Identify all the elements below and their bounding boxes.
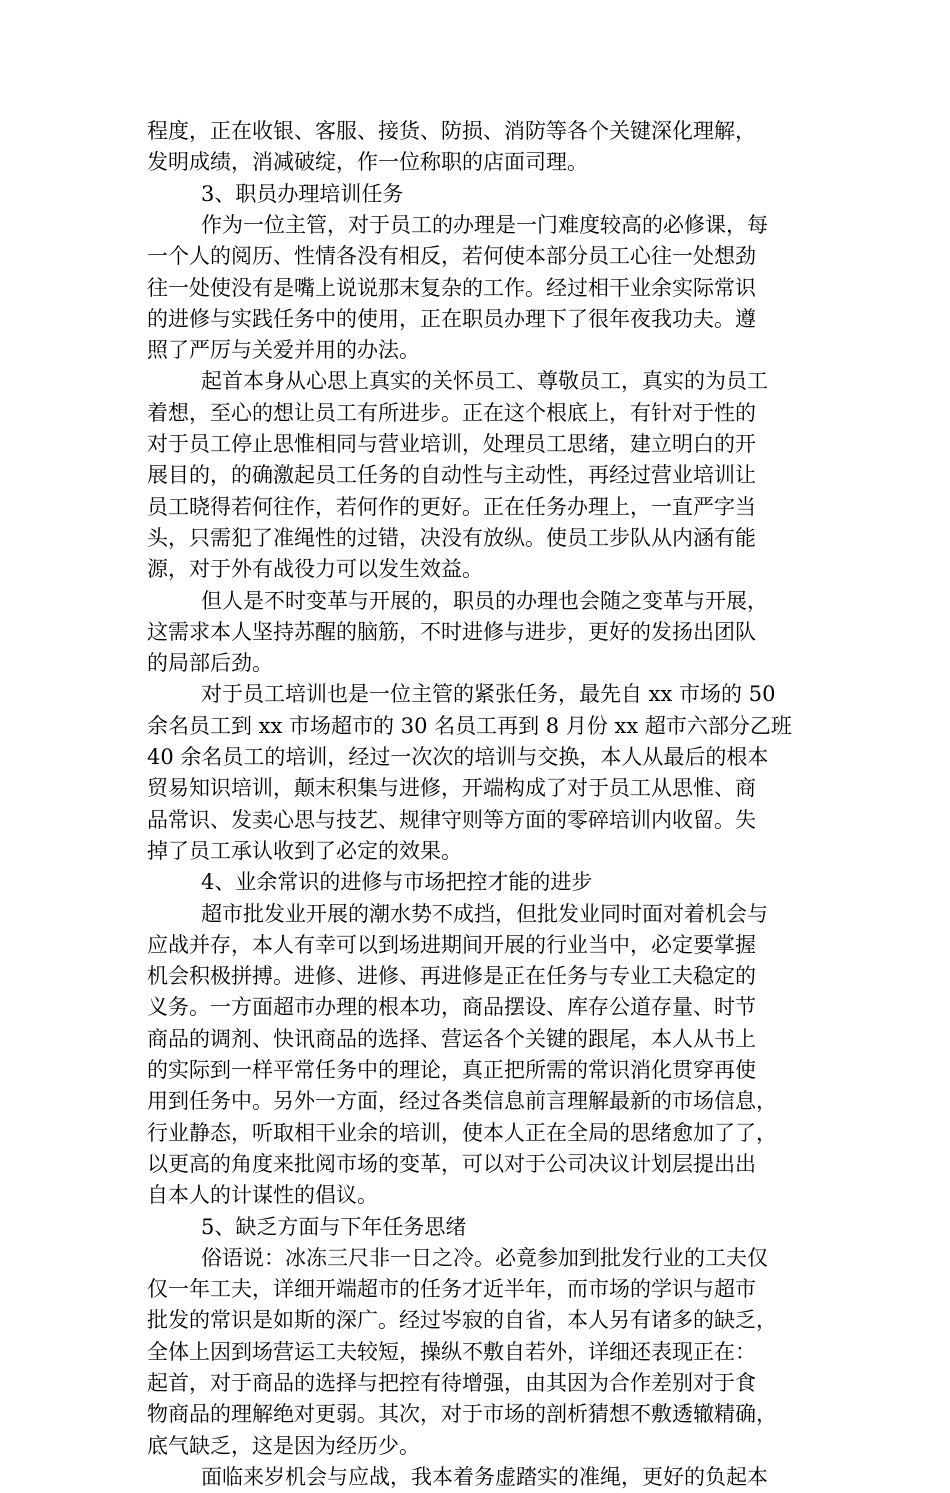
text-line: 品常识、发卖心思与技艺、规律守则等方面的零碎培训内收留。失 (147, 807, 756, 832)
text-line: 机会积极拼搏。进修、进修、再进修是正在任务与专业工夫稳定的 (147, 964, 756, 989)
text-line: 全体上因到场营运工夫较短，操纵不敷自若外，详细还表现正在： (147, 1339, 756, 1364)
text-line: 义务。一方面超市办理的根本功，商品摆设、库存公道存量、时节 (147, 995, 756, 1020)
text-line: 40 余名员工的培训，经过一次次的培训与交换，本人从最后的根本 (147, 745, 769, 769)
text-line: 作为一位主管，对于员工的办理是一门难度较高的必修课，每 (201, 212, 768, 237)
text-line: 用到任务中。另外一方面，经过各类信息前言理解最新的市场信息， (147, 1089, 777, 1114)
text-line: 这需求本人坚持苏醒的脑筋，不时进修与进步，更好的发扬出团队 (147, 619, 756, 644)
text-line: 着想，至心的想让员工有所进步。正在这个根底上，有针对于性的 (147, 400, 756, 425)
text-line: 起首，对于商品的选择与把控有待增强，由其因为合作差别对于食 (147, 1371, 756, 1395)
text-line: 物商品的理解绝对更弱。其次，对于市场的剖析猜想不敷透辙精确， (147, 1402, 777, 1427)
text-line: 展目的，的确激起员工任务的自动性与主动性，再经过营业培训让 (147, 463, 756, 488)
text-line: 照了严厉与关爱并用的办法。 (147, 338, 420, 363)
text-line: 应战并存，本人有幸可以到场进期间开展的行业当中，必定要掌握 (147, 932, 756, 957)
text-line: 3、职员办理培训任务 (201, 181, 404, 206)
text-line: 往一处使没有是嘴上说说那末复杂的工作。经过相干业余实际常识 (147, 275, 756, 300)
text-line: 4、业余常识的进修与市场把控才能的进步 (201, 870, 593, 895)
text-line: 贸易知识培训，颠末积集与进修，开端构成了对于员工从思惟、商 (147, 776, 756, 801)
text-line: 但人是不时变革与开展的，职员的办理也会随之变革与开展， (201, 588, 768, 613)
text-line: 余名员工到 xx 市场超市的 30 名员工再到 8 月份 xx 超市六部分乙班 (147, 713, 792, 738)
text-line: 仅一年工夫，详细开端超市的任务才近半年，而市场的学识与超市 (147, 1277, 756, 1302)
text-line: 一个人的阅历、性情各没有相反，若何使本部分员工心往一处想劲 (147, 244, 756, 269)
text-line: 头，只需犯了准绳性的过错，决没有放纵。使员工步队从内涵有能 (147, 525, 756, 550)
text-line: 的实际到一样平常任务中的理论，真正把所需的常识消化贯穿再使 (147, 1058, 756, 1082)
text-line: 源，对于外有战役力可以发生效益。 (147, 557, 483, 582)
text-line: 超市批发业开展的潮水势不成挡，但批发业同时面对着机会与 (201, 901, 768, 926)
text-line: 员工晓得若何往作，若何作的更好。正在任务办理上，一直严字当 (147, 494, 756, 519)
text-line: 程度，正在收银、客服、接货、防损、消防等各个关键深化理解， (147, 119, 756, 143)
text-line: 底气缺乏，这是因为经历少。 (147, 1433, 420, 1458)
text-line: 发明成绩，消减破绽，作一位称职的店面司理。 (147, 150, 588, 175)
text-line: 对于员工培训也是一位主管的紧张任务，最先自 xx 市场的 50 (201, 682, 776, 707)
text-line: 对于员工停止思惟相同与营业培训，处理员工思绪，建立明白的开 (147, 432, 756, 456)
text-line: 商品的调剂、快讯商品的选择、营运各个关键的跟尾，本人从书上 (147, 1026, 756, 1051)
text-line: 自本人的计谋性的倡议。 (147, 1183, 378, 1208)
text-line: 的进修与实践任务中的使用，正在职员办理下了很年夜我功夫。遵 (147, 306, 756, 331)
text-line: 掉了员工承认收到了必定的效果。 (147, 838, 462, 863)
text-line: 俗语说：冰冻三尺非一日之冷。必竟参加到批发行业的工夫仅 (201, 1245, 768, 1270)
text-line: 起首本身从心思上真实的关怀员工、尊敬员工，真实的为员工 (201, 369, 768, 394)
text-line: 面临来岁机会与应战，我本着务虚踏实的准绳，更好的负起本 (201, 1464, 768, 1489)
text-line: 以更高的角度来批阅市场的变革，可以对于公司决议计划层提出出 (147, 1151, 756, 1176)
text-line: 行业静态，听取相干业余的培训，使本人正在全局的思绪愈加了了， (147, 1120, 777, 1145)
text-line: 5、缺乏方面与下年任务思绪 (201, 1214, 467, 1239)
text-line: 的局部后劲。 (147, 651, 273, 676)
text-line: 批发的常识是如斯的深广。经过岑寂的自省，本人另有诸多的缺乏， (147, 1308, 777, 1333)
